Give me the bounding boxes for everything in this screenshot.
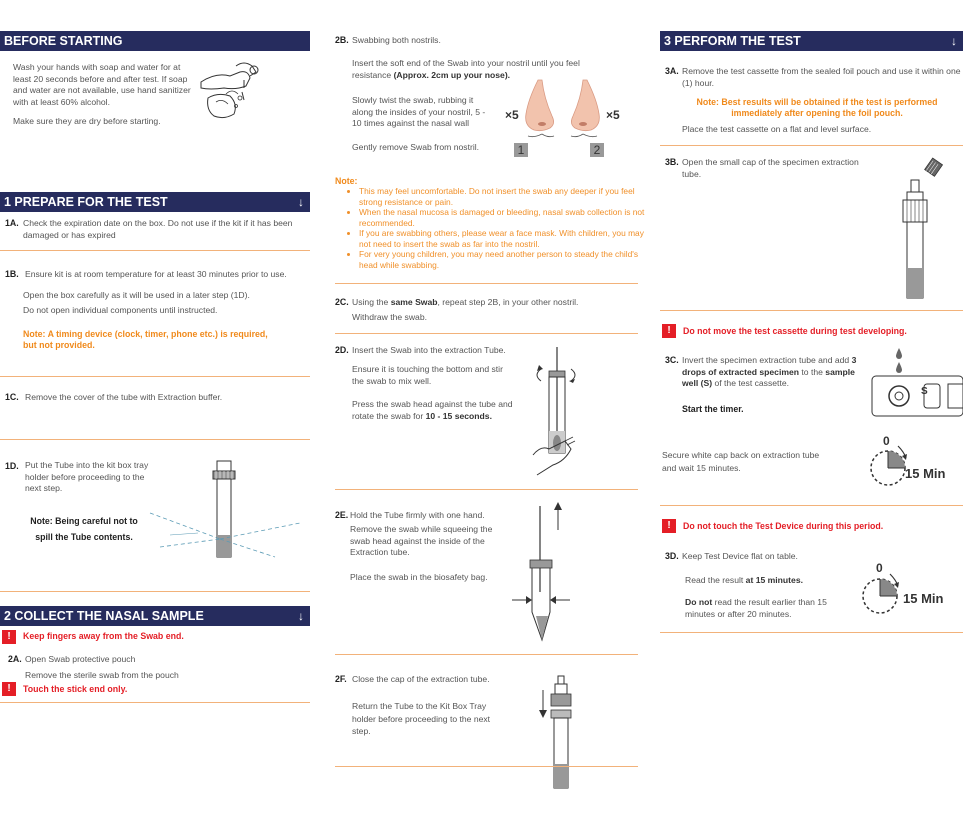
timer-15min-label: 15 Min (905, 466, 946, 481)
before-starting-header (0, 31, 310, 51)
warning-stick-text: Touch the stick end only. (23, 684, 128, 694)
notes-title: Note: (335, 176, 358, 186)
figure-1-badge: 1 (514, 143, 528, 157)
warning-icon: ! (662, 519, 676, 533)
step-2b-title: Swabbing both nostrils. (352, 35, 441, 45)
step-3c-secure-text: Secure white cap back on extraction tube and wait 15 minutes. (662, 450, 820, 473)
timer-15min-label: 15 Min (903, 591, 944, 606)
step-1d-text: Put the Tube into the kit box tray holder before proceeding to the next step. (25, 460, 149, 493)
insert-bold: (Approx. 2cm up your nose). (393, 69, 511, 80)
step-2b-label: 2B. (335, 35, 349, 45)
step-1c-text: Remove the cover of the tube with Extraction buffer. (25, 392, 223, 402)
step-1a-label: 1A. (5, 218, 19, 228)
step-1d-label: 1D. (5, 461, 19, 471)
x5-left-label: ×5 (505, 108, 519, 122)
divider (335, 283, 638, 284)
text-part: , repeat step 2B, in your other nostril. (437, 297, 579, 307)
hand-washing-illustration (196, 58, 276, 128)
nose-right-illustration (565, 80, 605, 140)
step-3c-timer-text: Start the timer. (682, 404, 744, 414)
divider (0, 376, 310, 377)
wash-hands-text: Wash your hands with soap and water for at least 20 seconds before and after test. If soap and water are not available, use hand sanitizer with at least 60% alcohol. (13, 62, 191, 107)
step-3d-read-text (685, 575, 803, 587)
nose-left-illustration (520, 80, 560, 140)
step-2a-text: Open Swab protective pouch (25, 654, 136, 664)
header-text: 1 PREPARE FOR THE TEST (4, 195, 168, 209)
step-3c-label: 3C. (665, 355, 679, 365)
text-bold: at 15 minutes. (745, 575, 803, 585)
step-3d-label: 3D. (665, 551, 679, 561)
step-2b-twist-text: Slowly twist the swab, rubbing it along the insides of your nostril, 5 - 10 times against the nasal wall (352, 95, 486, 128)
figure-2-badge: 2 (590, 143, 604, 157)
divider (660, 310, 963, 311)
step-3b-label: 3B. (665, 157, 679, 167)
close-cap-illustration (535, 672, 585, 792)
header-text: 3 PERFORM THE TEST (664, 34, 801, 48)
step-2d-text: Insert the Swab into the extraction Tube. (352, 345, 506, 355)
note-item: • When the nasal mucosa is damaged or bleeding, nasal swab collection is not recommended. (359, 207, 649, 228)
prepare-header (0, 192, 310, 212)
swab-in-tube-illustration (525, 345, 585, 480)
divider (660, 145, 963, 146)
timer-zero-label: 0 (876, 561, 883, 575)
step-2c-label: 2C. (335, 297, 349, 307)
text-bold: same Swab (390, 297, 438, 307)
divider (335, 333, 638, 334)
divider (0, 250, 310, 251)
text-bold: 3 drops of extracted specimen (682, 355, 857, 377)
text-part: to the (799, 366, 826, 377)
step-2a-label: 2A. (8, 654, 22, 664)
text-bold: sample well (S) (682, 366, 855, 388)
step-2b-remove-text: Gently remove Swab from nostril. (352, 142, 480, 152)
dry-hands-text: Make sure they are dry before starting. (13, 116, 161, 126)
warning-touch-text: Do not touch the Test Device during this period. (683, 521, 884, 531)
step-3a-text: Remove the test cassette from the sealed foil pouch and use it within one (1) hour. (682, 66, 961, 88)
step-1b-note: Note: A timing device (clock, timer, phone etc.) is required, but not provided. (23, 329, 268, 350)
divider (0, 591, 310, 592)
step-1b-noopen-text: Do not open individual components until instructed. (23, 305, 218, 315)
x5-right-label: ×5 (606, 108, 620, 122)
step-2d-label: 2D. (335, 345, 349, 355)
warning-icon: ! (662, 324, 676, 338)
timer-zero-label: 0 (883, 434, 890, 448)
step-2f-label: 2F. (335, 674, 347, 684)
divider (660, 632, 963, 633)
step-3a-place-text: Place the test cassette on a flat and level surface. (682, 124, 872, 134)
tube-in-tray-illustration (150, 455, 310, 575)
divider (660, 505, 963, 506)
step-1b-open-text: Open the box carefully as it will be used in a later step (1D). (23, 290, 250, 300)
down-arrow-icon: ↓ (951, 34, 957, 48)
step-2e-place-text: Place the swab in the biosafety bag. (350, 572, 488, 582)
divider (0, 702, 310, 703)
step-2b-insert-text (352, 58, 612, 81)
text-bold: Do not (685, 597, 713, 607)
step-2c-text (352, 297, 632, 309)
text-part: Invert the specimen extraction tube and add (682, 355, 852, 365)
step-3d-donot-text (685, 597, 835, 620)
collect-header (0, 606, 310, 626)
step-3d-text: Keep Test Device flat on table. (682, 551, 798, 561)
step-2e-label: 2E. (335, 510, 349, 520)
step-2e-text: Hold the Tube firmly with one hand. (350, 510, 485, 520)
step-1b-label: 1B. (5, 269, 19, 279)
step-3b-text: Open the small cap of the specimen extraction tube. (682, 157, 859, 179)
header-text: 2 COLLECT THE NASAL SAMPLE (4, 609, 204, 623)
step-2a-remove-text: Remove the sterile swab from the pouch (25, 670, 179, 680)
text-bold: 10 - 15 seconds. (425, 410, 492, 421)
remove-swab-illustration (510, 500, 590, 645)
divider (335, 766, 638, 767)
cassette-drop-illustration (868, 346, 963, 421)
step-2d-press-text (352, 399, 522, 422)
timer-icon (860, 568, 900, 618)
open-cap-illustration (895, 158, 945, 303)
perform-header (660, 31, 963, 51)
step-3c-text (682, 355, 857, 390)
warning-move-text: Do not move the test cassette during test developing. (683, 326, 907, 336)
divider (335, 489, 638, 490)
notes-list (345, 186, 649, 270)
header-text: BEFORE STARTING (4, 34, 123, 48)
step-3a-note: Note: Best results will be obtained if the test is performed immediately after opening the foil pouch. (696, 97, 938, 118)
insert-text: Insert the soft end of the Swab into your nostril until you feel resistance (352, 58, 580, 80)
warning-icon: ! (2, 630, 16, 644)
sample-well-label: S (921, 386, 928, 397)
step-2f-text: Close the cap of the extraction tube. (352, 674, 490, 684)
note-item: • For very young children, you may need another person to steady the child's head while swabbing. (359, 249, 649, 270)
text-part: of the test cassette. (712, 378, 790, 388)
divider (0, 439, 310, 440)
down-arrow-icon: ↓ (298, 195, 304, 209)
note-item: • If you are swabbing others, please wear a face mask. With children, you may not need to insert the swab as far into the nostril. (359, 228, 649, 249)
warning-fingers-text: Keep fingers away from the Swab end. (23, 631, 184, 641)
step-1b-text: Ensure kit is at room temperature for at least 30 minutes prior to use. (25, 269, 287, 279)
text-part: Read the result (685, 575, 746, 585)
text-part: Using the (352, 297, 391, 307)
step-1d-note: Note: Being careful not to spill the Tube contents. (30, 516, 138, 542)
warning-icon: ! (2, 682, 16, 696)
divider (335, 654, 638, 655)
text-part: Press the swab head against the tube and rotate the swab for (352, 399, 513, 421)
down-arrow-icon: ↓ (298, 609, 304, 623)
note-item: • This may feel uncomfortable. Do not insert the swab any deeper if you feel strong resistance or pain. (359, 186, 649, 207)
text-part: read the result earlier than 15 minutes or after 20 minutes. (685, 597, 827, 619)
step-3a-label: 3A. (665, 66, 679, 76)
step-2d-touch-text: Ensure it is touching the bottom and stir the swab to mix well. (352, 364, 503, 386)
step-2e-remove-text: Remove the swab while squeeing the swab head against the inside of the Extraction tube. (350, 524, 493, 557)
step-1c-label: 1C. (5, 392, 19, 402)
step-2c-withdraw-text: Withdraw the swab. (352, 312, 427, 322)
step-1a-text: Check the expiration date on the box. Do not use if the kit if it has been damaged or has expired (23, 218, 293, 240)
step-2f-return-text: Return the Tube to the Kit Box Tray holder before proceeding to the next step. (352, 701, 491, 736)
